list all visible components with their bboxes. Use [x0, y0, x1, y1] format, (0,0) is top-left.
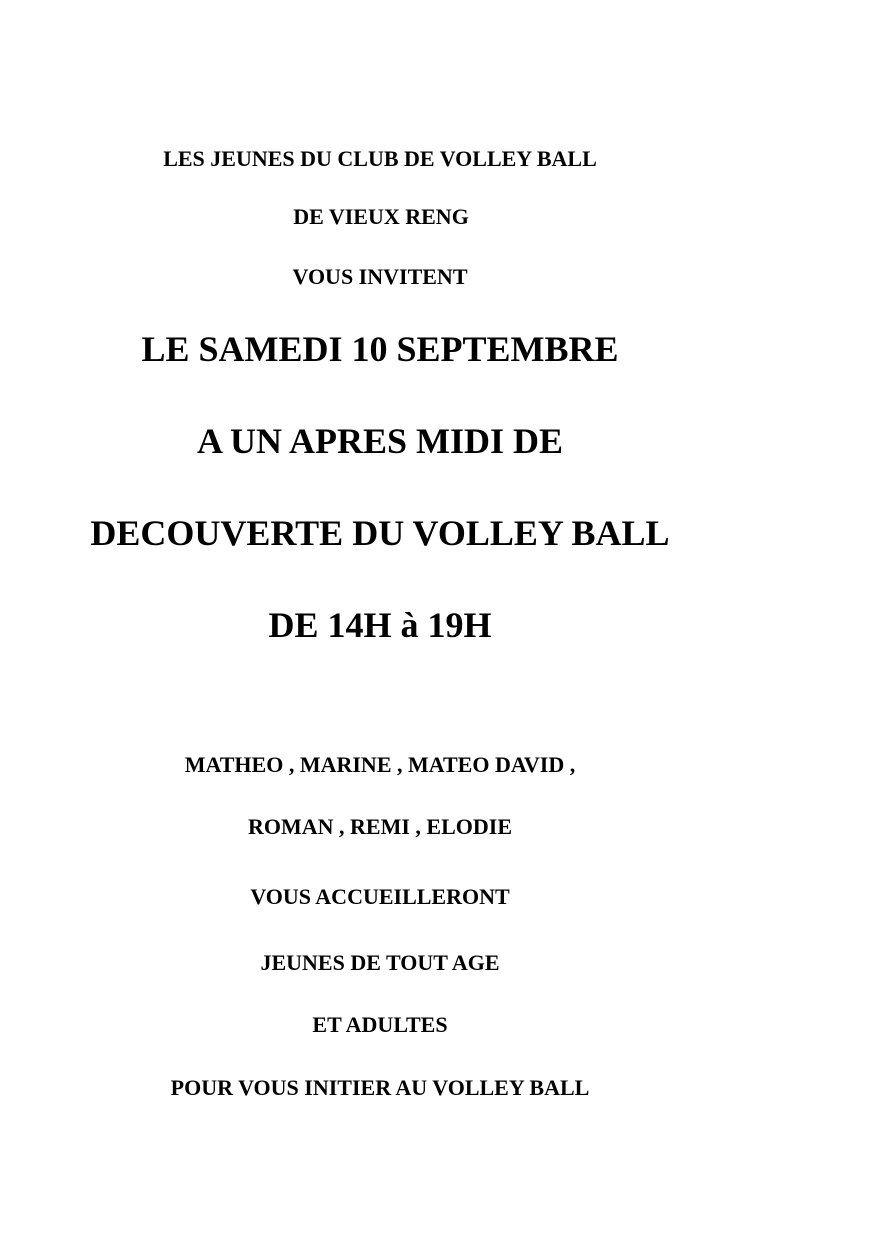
- names-line-1: MATHEO , MARINE , MATEO DAVID ,: [184, 752, 576, 777]
- audience-line-1: JEUNES DE TOUT AGE: [260, 950, 500, 975]
- heading-line-1: LES JEUNES DU CLUB DE VOLLEY BALL: [163, 146, 597, 171]
- closing-line: POUR VOUS INITIER AU VOLLEY BALL: [170, 1075, 590, 1100]
- names-line-2: ROMAN , REMI , ELODIE: [247, 814, 512, 839]
- event-line-2: DECOUVERTE DU VOLLEY BALL: [90, 513, 670, 553]
- welcome-line: VOUS ACCUEILLERONT: [250, 884, 510, 909]
- date-line: LE SAMEDI 10 SEPTEMBRE: [141, 329, 619, 369]
- audience-line-2: ET ADULTES: [312, 1012, 448, 1037]
- event-line-1: A UN APRES MIDI DE: [196, 421, 564, 461]
- heading-line-2: DE VIEUX RENG: [293, 204, 469, 229]
- heading-line-3: VOUS INVITENT: [292, 264, 468, 289]
- time-line: DE 14H à 19H: [268, 605, 492, 645]
